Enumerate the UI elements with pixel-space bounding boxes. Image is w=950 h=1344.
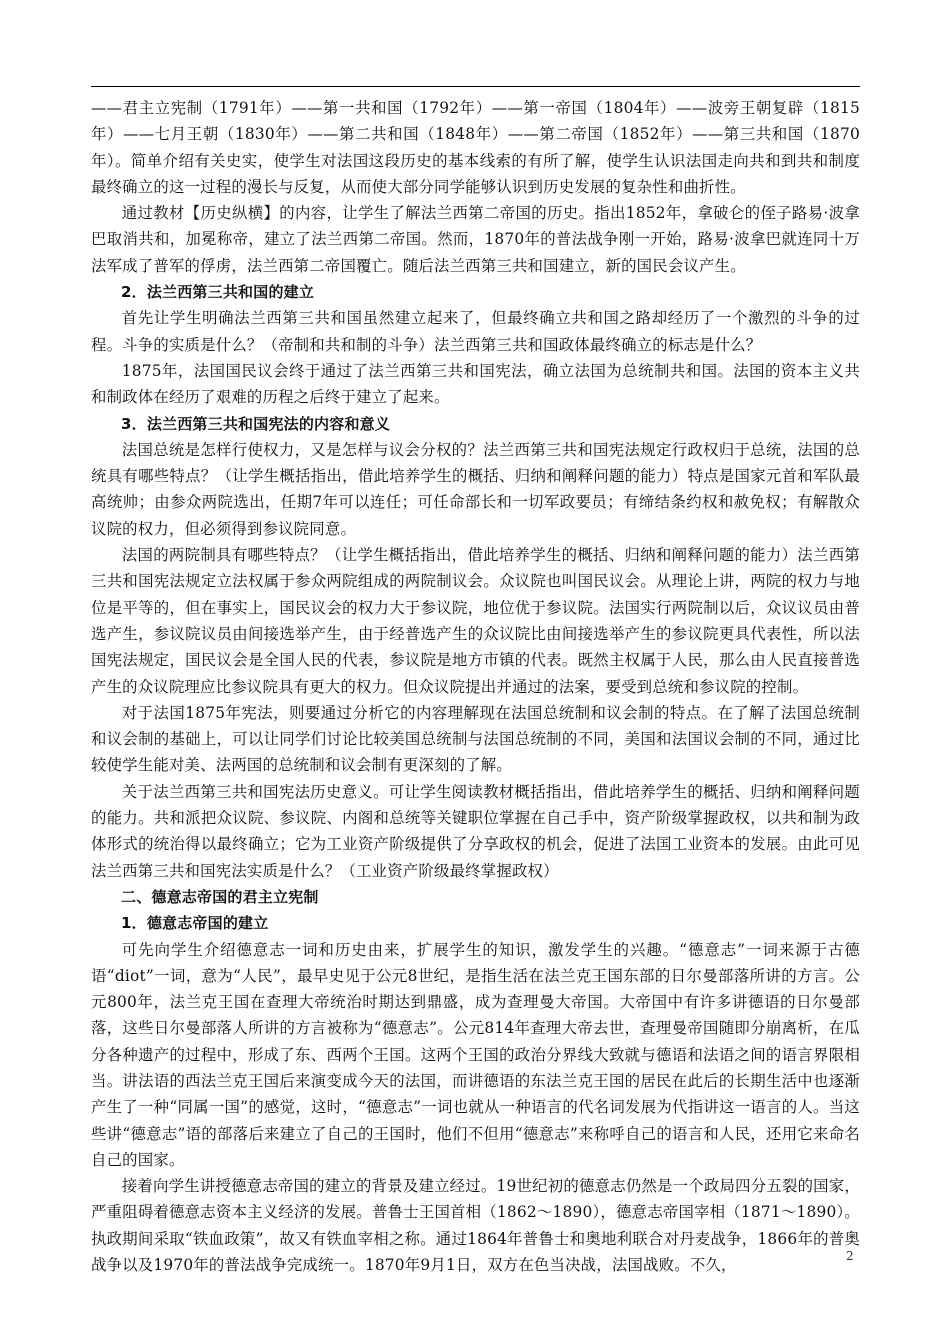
paragraph-deutsch-origin: 可先向学生介绍德意志一词和历史由来，扩展学生的知识，激发学生的兴趣。“德意志”一词来源于古德语“diot”一词，意为“人民”，最早史见于公元8世纪，是指生活在法兰克王国东部的日尔曼部落所讲的方言。公元800年，法兰克王国在查理大帝统治时期达到鼎盛，成为查理曼大帝国。大帝国中有许多讲德语的日尔曼部落，这些日尔曼部落人所讲的方言被称为“德意志”。公元814年查理大帝去世，查理曼帝国随即分崩离析，在瓜分各种遗产的过程中，形成了东、西两个王国。这两个王国的政治分界线大致就与德语和法语之间的语言界限相当。讲法语的西法兰克王国后来演变成今天的法国，而讲德语的东法兰克王国的居民在此后的长期生活中也逐渐产生了一种“同属一国”的感觉，这时，“德意志”一词也就从一种语言的代名词发展为代指讲这一语言的人。当这些讲“德意志”语的部落后来建立了自己的王国时，他们不但用“德意志”来称呼自己的语言和人民，还用它来命名自己的国家。: [91, 940, 860, 1169]
page-number: 2: [846, 1249, 854, 1263]
paragraph-historical-significance: 关于法兰西第三共和国宪法历史意义。可让学生阅读教材概括指出，借此培养学生的概括、归纳和阐释问题的能力。共和派把众议院、参议院、内阁和总统等关键职位掌握在自己手中，资产阶级掌握政权，以共和制为政体形式的统治得以最终确立；它为工业资产阶级提供了分享政权的机会，促进了法国工业资本的发展。由此可见法兰西第三共和国宪法实质是什么？（工业资产阶级最终掌握政权）: [91, 782, 860, 880]
paragraph-republic-struggle: 首先让学生明确法兰西第三共和国虽然建立起来了，但最终确立共和国之路却经历了一个激烈的斗争的过程。斗争的实质是什么？（帝制和共和制的斗争）法兰西第三共和国政体最终确立的标志是什么？: [91, 309, 860, 354]
paragraph-president-powers: 法国总统是怎样行使权力，又是怎样与议会分权的？法兰西第三共和国宪法规定行政权归于总统，法国的总统具有哪些特点？（让学生概括指出，借此培养学生的概括、归纳和阐释问题的能力）特点是国家元首和军队最高统帅；由参众两院选出，任期7年可以连任；可任命部长和一切军政要员；有缔结条约权和赦免权；有解散众议院的权力，但必须得到参议院同意。: [91, 440, 860, 538]
heading-third-republic-founding: 2．法兰西第三共和国的建立: [121, 283, 315, 302]
heading-constitution-content: 3．法兰西第三共和国宪法的内容和意义: [121, 414, 391, 433]
paragraph-1875-constitution: 1875年，法国国民议会终于通过了法兰西第三共和国宪法，确立法国为总统制共和国。法国的资本主义共和制政体在经历了艰难的历程之后终于建立了起来。: [91, 361, 860, 407]
heading-german-empire-monarchy: 二、德意志帝国的君主立宪制: [121, 887, 319, 906]
paragraph-french-regimes: ——君主立宪制（1791年）——第一共和国（1792年）——第一帝国（1804年）——波旁王朝复辟（1815年）——七月王朝（1830年）——第二共和国（1848年）——第二帝国（1852年）——第三共和国（1870年）。简单介绍有关史实，使学生对法国这段历史的基本线索的有所了解，使学生认识法国走向共和到共和制度最终确立的这一过程的漫长与反复，从而使大部分同学能够认识到历史发展的复杂性和曲折性。: [91, 99, 860, 196]
paragraph-bicameral-system: 法国的两院制具有哪些特点？（让学生概括指出，借此培养学生的概括、归纳和阐释问题的能力）法兰西第三共和国宪法规定立法权属于参众两院组成的两院制议会。众议院也叫国民议会。从理论上讲，两院的权力与地位是平等的，但在事实上，国民议会的权力大于参议院，地位优于参议院。法国实行两院制以后，众议议员由普选产生，参议院议员由间接选举产生，由于经普选产生的众议院比由间接选举产生的参议院更具代表性，所以法国宪法规定，国民议会是全国人民的代表，参议院是地方市镇的代表。既然主权属于人民，那么由人民直接普选产生的众议院理应比参议院具有更大的权力。但众议院提出并通过的法案，要受到总统和参议院的控制。: [91, 546, 860, 696]
paragraph-comparison: 对于法国1875年宪法，则要通过分析它的内容理解现在法国总统制和议会制的特点。在了解了法国总统制和议会制的基础上，可以让同学们讨论比较美国总统制与法国总统制的不同，美国和法国议会制的不同，通过比较使学生能对美、法两国的总统制和议会制有更深刻的了解。: [91, 703, 860, 775]
document-body: [91, 95, 860, 1278]
heading-german-empire-founding: 1．德意志帝国的建立: [121, 914, 269, 933]
header-rule: [91, 86, 860, 87]
paragraph-unification-background: 接着向学生讲授德意志帝国的建立的背景及建立经过。19世纪初的德意志仍然是一个政局四分五裂的国家，严重阻碍着德意志资本主义经济的发展。普鲁士王国首相（1862～1890），德意志帝国宰相（1871～1890）。执政期间采取“铁血政策”，故又有铁血宰相之称。通过1864年普鲁士和奥地利联合对丹麦战争，1866年的普奥战争以及1970年的普法战争完成统一。1870年9月1日，双方在色当决战，法国战败。不久，: [91, 1177, 860, 1275]
paragraph-second-empire: 通过教材【历史纵横】的内容，让学生了解法兰西第二帝国的历史。指出1852年，拿破仑的侄子路易·波拿巴取消共和，加冕称帝，建立了法兰西第二帝国。然而，1870年的普法战争刚一开始，路易·波拿巴就连同十万法军成了普军的俘虏，法兰西第二帝国覆亡。随后法兰西第三共和国建立，新的国民会议产生。: [91, 204, 860, 275]
